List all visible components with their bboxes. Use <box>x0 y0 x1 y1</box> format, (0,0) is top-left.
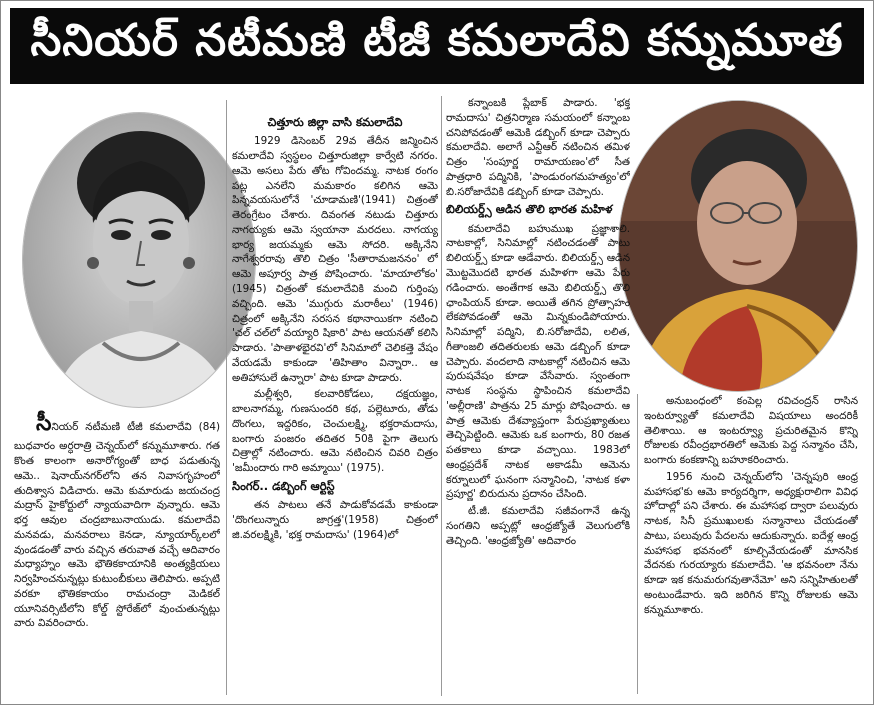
column-divider-2 <box>441 96 442 696</box>
column-2-subhead: చిత్తూరు జిల్లా వాసి కమలాదేవి <box>267 115 403 129</box>
intro-paragraph: సీనియర్ నటీమణి టీజీ కమలాదేవి (84) బుధవారం అర్ధరాత్రి చెన్నయ్‌లో కన్నుమూశారు. గత కొంత కాలంగా అనారోగ్యంతో బాధ పడుతున్న ఆమె.. షెనాయ్‌నగర్‌లోని తన నివాసగృహంలో తుదిశ్వాస విడిచారు. ఆమె కుమారుడు జయచంద్ర మద్రాస్ హైకోర్టులో న్యాయవాదిగా వున్నారు. ఆమె భర్త ఆవుల చంద్రబాబునాయుడు. కమలాదేవి మనవడు, మనవరాలు కెనడా, న్యూయార్క్‌లలో వుండడంతో వారు వచ్చిన తరువాత వచ్చే ఆదివారం మధ్యాహ్నం ఆమె భౌతికకాయానికి అంత్యక్రియలు నిర్వహించనున్నట్లు కుటుంబీకులు తెలిపారు. అప్పటి వరకూ భౌతికకాయం రామచంద్రా మెడికల్ యూనివర్సిటీలోని కోల్డ్ స్టోరేజ్‌లో వుంచుతున్నట్లు వారు వివరించారు. <box>14 411 220 630</box>
portrait-elderly-woman <box>618 100 858 392</box>
column-3-paragraph: కమలాదేవి బహుముఖ ప్రజ్ఞాశాలి. నాటకాల్లో, సినిమాల్లో నటించడంతో పాటు బిలియర్డ్స్ కూడా ఆడేవారు. బిలియర్డ్స్ ఆడిన మొట్టమొదటి భారత మహిళగా ఆమె పేరు గడించారు. అంతేగాక ఆమె బిలియర్డ్స్ తొలి ఛాంపియన్ కూడా. అయితే తగిన ప్రోత్సాహం లేకపోవడంతో ఆమె మిన్నకుండిపోయారు. సినిమాల్లో పద్మిని, బి.సరోజాదేవి, లలిత, గీతాంజలి తదితరులకు ఆమె డబ్బింగ్ కూడా చెప్పారు. వందలాది నాటకాల్లో నటించిన ఆమె పురుషవేషం కూడా వేసేవారు. స్వంతంగా నాటక సంస్థను స్థాపించిన కమలాదేవి 'అల్లీరాణి' పాత్రను 25 మార్లు పోషించారు. ఆ పాత్ర ఆమెకు దేశవ్యాప్తంగా పేరుప్రఖ్యాతులు తెచ్చిపెట్టింది. ఆమెకు ఒక బంగారు, 80 రజత పతకాలు కూడా వచ్చాయి. 1983లో ఆంధ్రప్రదేశ్ నాటక అకాడమీ ఆమెను కర్నూలులో ఘనంగా సన్మానించి, 'నాటక కళా ప్రపూర్ణ' బిరుదును ప్రదానం చేసింది. <box>446 222 630 501</box>
column-4-paragraph: 1956 నుంచి చెన్నయ్‌లోని 'చెన్నపురి ఆంధ్ర మహాసభ'కు ఆమె కార్యదర్శిగా, అధ్యక్షురాలిగా వివిధ హోదాల్లో పని చేశారు. ఈ మహాసభ ద్వారా పలువురు నాటక, సినీ ప్రముఖులకు సన్మానాలు చేయడంతో పాటు, పలువురు పేదలను ఆదుకున్నారు. ఐదేళ్ల ఆంధ్ర మహాసభ భవనంలో కూల్చివేయడంతో మానసిక వేదనకు గురయ్యారు కమలాదేవి. 'ఆ భవనంలా నేను కూడా ఇక కనుమరుగవుతానేమో' అని సన్నిహితులతో అంటుండేవారు. ఇది జరిగిన కొన్ని రోజులకు ఆమె కన్నుమూశారు. <box>644 470 858 616</box>
portrait-young-actress-icon <box>23 113 255 407</box>
headline: సీనియర్ నటీమణి టీజీ కమలాదేవి కన్నుమూత <box>10 8 864 84</box>
column-3-subhead: బిలియర్డ్స్ ఆడిన తొలి భారత మహిళ <box>446 202 613 217</box>
column-2-paragraph: 1929 డిసెంబర్ 29వ తేదీన జన్మించిన కమలాదేవి స్వస్థలం చిత్తూరుజిల్లా కార్వేటి నగరం. ఆమె అసలు పేరు తోట గోవిందమ్మ. నాటక రంగం పట్ల ఎనలేని మమకారం కలిగిన ఆమె పిన్నవయసులోనే 'చూడామణి'(1941) చిత్రంతో తెరంగ్రేటం చేశారు. దివంగత నటుడు చిత్తూరు నాగయ్యకు ఆమె స్వయానా మరదలు. నాగయ్య భార్య జయమ్మకు ఆమె సోదరి. అక్కినేని నాగేశ్వరరావు తొలి చిత్రం 'సీతారామజననం' లో ఆమె అపూర్వ పాత్ర పోషించారు. 'మాయాలోకం' (1945) చిత్రంతో కమలాదేవికి మంచి గుర్తింపు వచ్చింది. ఆమె 'ముగ్గురు మరాఠీలు' (1946) చిత్రంలో అక్కినేని సరసన కథానాయికగా నటించి 'చల్ చల్‌లో వయ్యారి షికారి' పాట ఆయనతో కలిసి పాడారు. 'పాతాళభైరవి'లో సినిమాలో చెలికత్తె వేషం వేయడమే కాకుండా 'తిహితాం విన్నారా.. ఆ అతిహాసులే ఉన్నారా' పాట కూడా పాడారు. <box>232 135 438 384</box>
column-2 <box>232 112 438 697</box>
intro-column <box>14 408 220 692</box>
column-divider-3 <box>637 394 638 694</box>
column-4 <box>644 394 858 694</box>
column-3-paragraph: కన్నాంబకి ప్లేబాక్ పాడారు. 'భక్త రామదాసు' చిత్రనిర్మాణ సమయంలో కన్నాంబ చనిపోవడంతో ఆమెకి డబ్బింగ్ కూడా చెప్పారు కమలాదేవి. అలాగే ఎన్టీఆర్ నటించిన తమిళ చిత్రం 'సంపూర్ణ రామాయణం'లో సీత పాత్రధారి పద్మినికి, 'పాండురంగమహత్యం'లో బి.సరోజాదేవికి డబ్బింగ్ కూడా చెప్పారు. <box>446 97 630 198</box>
column-2-paragraph: తన పాటలు తనే పాడుకోవడమే కాకుండా 'దొంగలున్నారు జాగ్రత్త'(1958) చిత్రంలో జి.వరలక్ష్మికి, 'భక్త రామదాసు' (1964)లో <box>232 499 438 541</box>
column-3-paragraph: టీ.జీ. కమలాదేవి సజీవంగానే ఉన్న సంగతిని అప్పట్లో ఆంధ్రజ్యోతే వెలుగులోకి తెచ్చింది. 'ఆంధ్రజ్యోతి' ఆదివారం <box>446 505 630 547</box>
column-2-subhead-2: సింగర్.. డబ్బింగ్ ఆర్టిస్ట్ <box>232 478 335 493</box>
column-4-paragraph: అనుబంధంలో కంపెల్ల రవిచంద్రన్ రాసిన ఇంటర్వ్యూతో కమలాదేవి విషయాలు అందరికీ తెలిశాయి. ఆ ఇంటర్వ్యూ ప్రచురితమైన కొన్ని రోజులకు రవీంద్రభారతిలో ఆమెకు పెద్ద సన్మానం చేసి, బంగారు కంకణాన్ని బహూకరించారు. <box>644 395 858 467</box>
portrait-young-actress <box>22 112 256 408</box>
portrait-elderly-woman-icon <box>619 101 857 391</box>
column-3 <box>446 96 630 696</box>
column-divider-1 <box>226 100 227 695</box>
column-2-paragraph: మల్లీశ్వరి, కలవారికోడలు, దక్షయజ్ఞం, బాలనాగమ్మ, గుణసుందరి కథ, పల్లెటూరు, తోడు దొంగలు, ఇద్దరికం, చెంచులక్ష్మి, భక్తరామదాసు, బంగారు పంజరం తదితర 50కి పైగా తెలుగు చిత్రాల్లో నటించారు. ఆమె నటించిన చివరి చిత్రం 'జమీందారు గారి అమ్మాయి' (1975). <box>232 388 438 475</box>
